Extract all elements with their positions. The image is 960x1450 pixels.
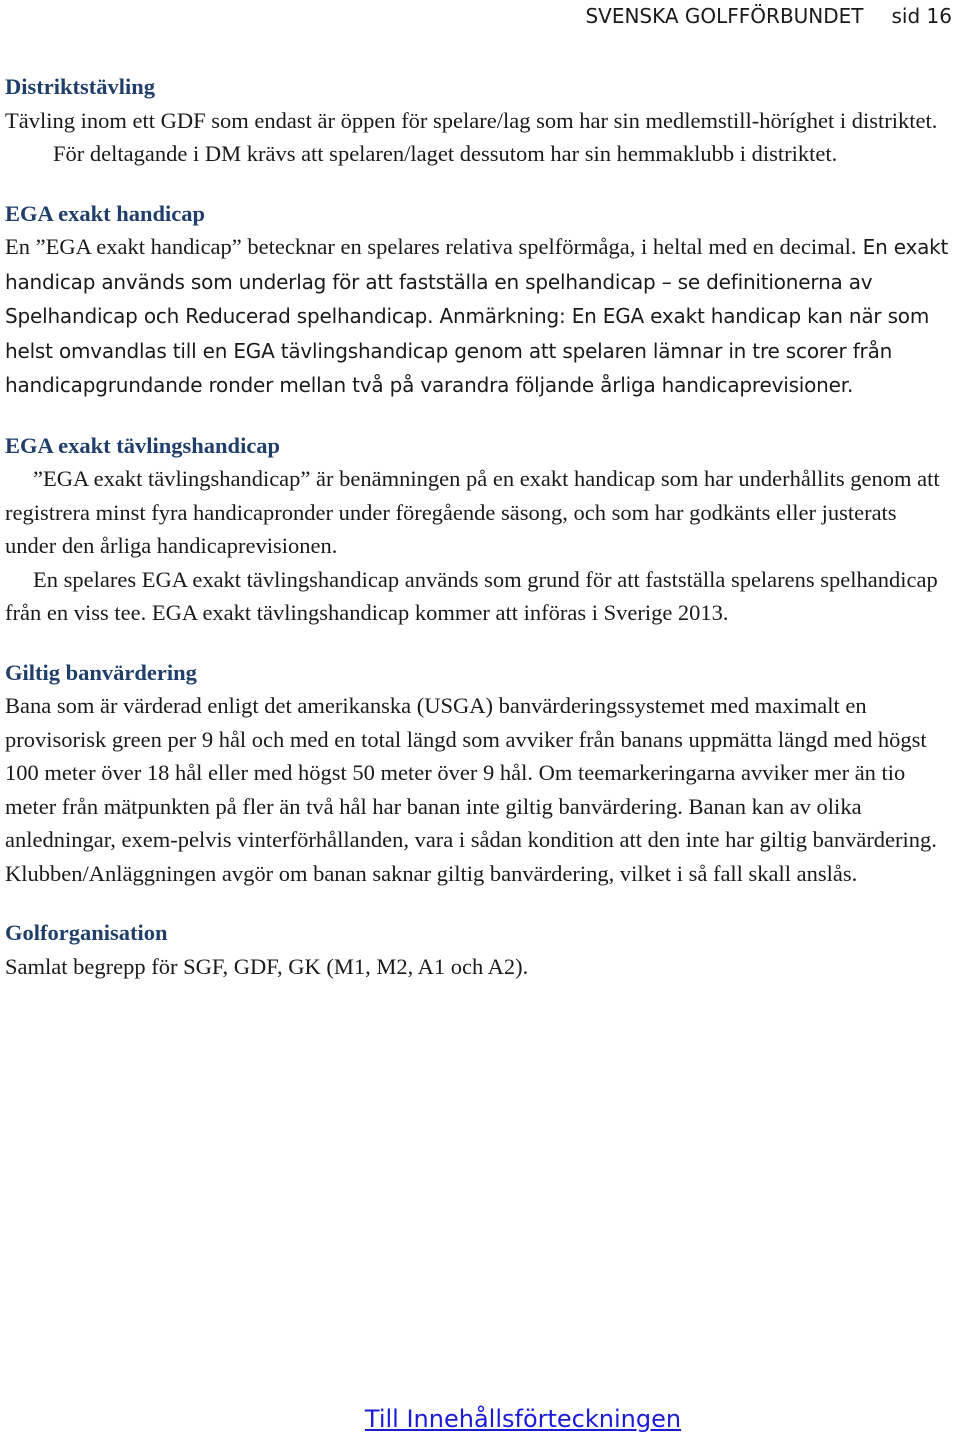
- org-name: SVENSKA GOLFFÖRBUNDET: [585, 4, 864, 28]
- paragraph: Samlat begrepp för SGF, GDF, GK (M1, M2, A1 och A2).: [5, 953, 529, 979]
- paragraph-text-serif: Om teemarkeringarna avviker mer än tio meter från mätpunkten på fler än två hål har banan inte giltig banvärdering. Banan kan av olika anledningar, exem-pelvis vinterförhållanden, vara i sådan kondition att den inte har giltig banvärdering. Klubben/Anläggningen avgör om banan saknar giltig banvärdering, vilket i så fall skall anslås.: [5, 760, 937, 886]
- table-of-contents-link[interactable]: Till Innehållsförteckningen: [364, 1405, 682, 1433]
- paragraph: ”EGA exakt tävlingshandicap” är benämningen på en exakt handicap som har underhållits genom att registrera minst fyra handicapronder under föregående säsong, och som har godkänts eller justerats under den årliga handicaprevisionen.: [5, 466, 940, 558]
- section-giltig-banvardering: [5, 656, 950, 891]
- section-golforganisation: [5, 916, 950, 983]
- paragraph: En spelares EGA exakt tävlingshandicap används som grund för att fastställa spelarens spelhandicap från en viss tee. EGA exakt tävlingshandicap kommer att införas i Sverige 2013.: [5, 566, 938, 625]
- paragraph: Tävling inom ett GDF som endast är öppen för spelare/lag som har sin medlemstill-höríghet i distriktet.: [5, 107, 938, 133]
- section-ega-exakt-handicap: [5, 197, 950, 403]
- page-header: [585, 4, 952, 28]
- section-distriktstavling: [5, 70, 950, 171]
- paragraph: [5, 230, 950, 403]
- paragraph-text-sans: En exakt handicap används som underlag för att fastställa en spelhandicap – se definitionerna av Spelhandicap och Reducerad spelhandicap.: [5, 235, 949, 328]
- section-ega-exakt-tavlingshandicap: [5, 429, 950, 630]
- document-body: [5, 70, 950, 1009]
- paragraph-text-serif: Bana som är värderad enligt det amerikanska (USGA) banvärderingssystemet med maximalt en provisorisk green per 9 hål och med en total längd som avviker från banans uppmätta längd med högst 100 meter över 18 hål eller med högst 50 meter över 9 hål.: [5, 693, 927, 785]
- paragraph: [5, 689, 950, 890]
- page-number: sid 16: [891, 4, 952, 28]
- paragraph-text-serif: En ”EGA exakt handicap” betecknar en spelares relativa spelförmåga, i heltal med en decimal.: [5, 234, 857, 259]
- paragraph-text-sans: Anmärkning: En EGA exakt handicap kan när som helst omvandlas till en EGA tävlingshandicap genom att spelaren lämnar in tre scorer från handicapgrundande ronder mellan två på varandra följande årliga handicaprevisioner.: [5, 304, 930, 397]
- section-heading: EGA exakt handicap: [5, 200, 206, 226]
- section-heading: Golforganisation: [5, 920, 168, 945]
- section-heading: EGA exakt tävlingshandicap: [5, 432, 281, 458]
- section-heading: Distriktstävling: [5, 74, 156, 99]
- section-heading: Giltig banvärdering: [5, 659, 197, 685]
- paragraph: För deltagande i DM krävs att spelaren/laget dessutom har sin hemmaklubb i distriktet.: [53, 141, 838, 166]
